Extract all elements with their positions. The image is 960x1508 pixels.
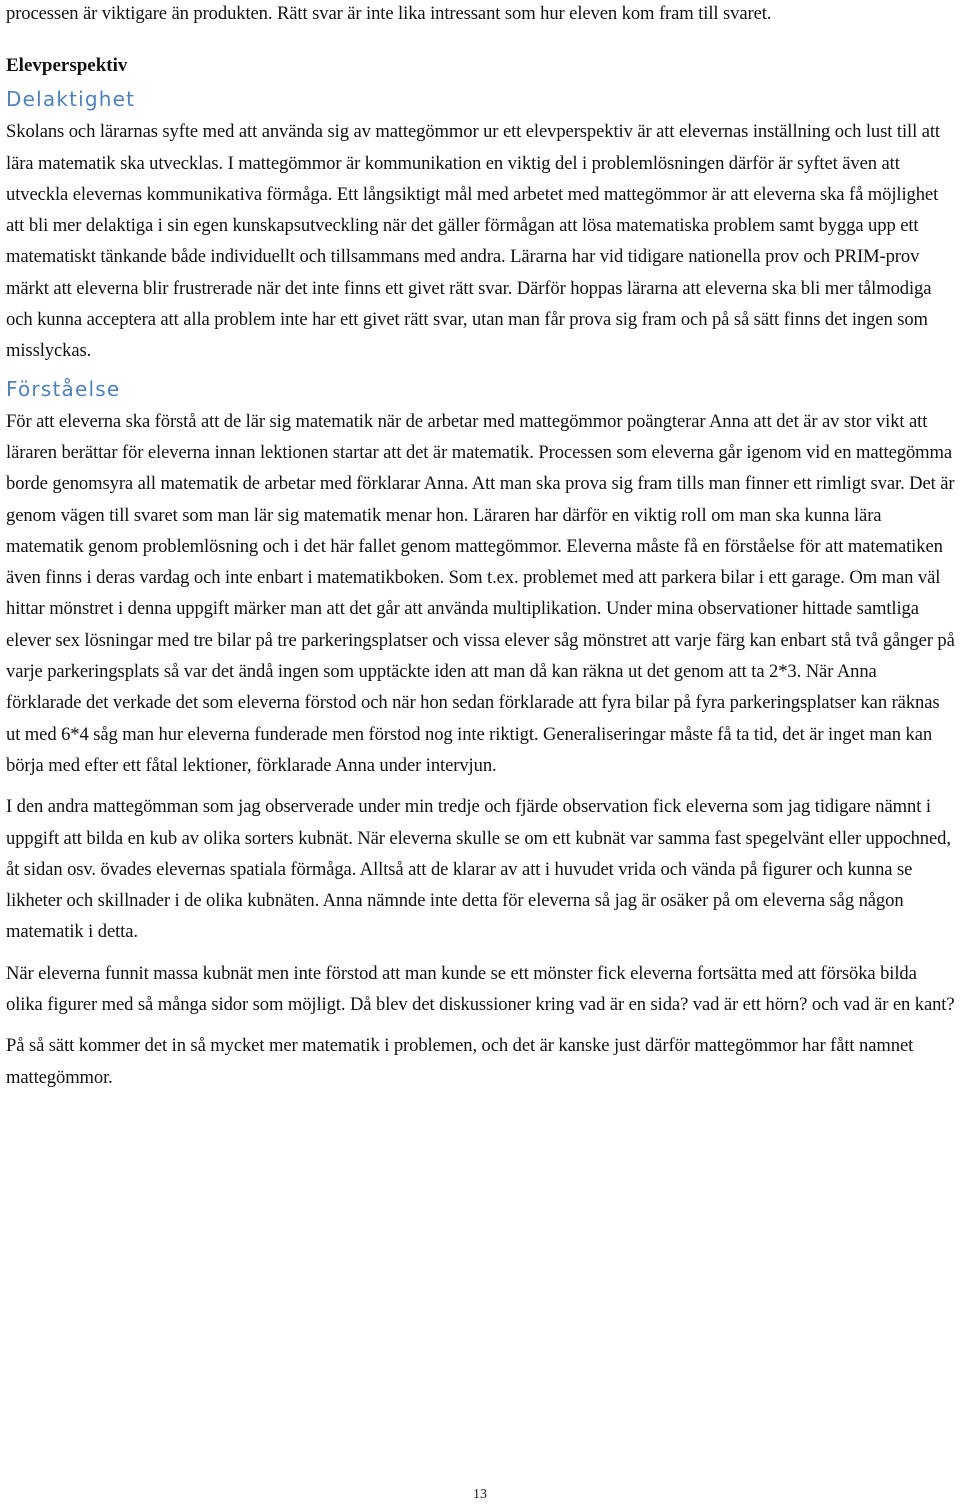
page-number: 13: [473, 1487, 487, 1502]
subsection-title-forstaelse: Förståelse: [6, 376, 121, 401]
paragraph-forstaelse-4: På så sätt kommer det in så mycket mer matematik i problemen, och det är kanske just därför mattegömmor har fått namnet mattegömmor.: [6, 1035, 914, 1088]
subsection-title-delaktighet: Delaktighet: [6, 87, 136, 112]
paragraph-forstaelse-2: I den andra mattegömman som jag observerade under min tredje och fjärde observation fick eleverna som jag tidigare nämnt i uppgift att bilda en kub av olika sorters kubnät. När eleverna skulle se om ett kubnät var samma fast spegelvänt eller uppochned, åt sidan osv. övades elevernas spatiala förmåga. Alltså att de klarar av att i huvudet vrida och vända på figurer och kunna se likheter och skillnader i de olika kubnäten. Anna nämnde inte detta för eleverna så jag är osäker på om eleverna såg någon matematik i detta.: [6, 796, 951, 943]
document-page: [6, 0, 956, 1093]
section-title: Elevperspektiv: [6, 55, 128, 77]
paragraph-forstaelse-1: För att eleverna ska förstå att de lär sig matematik när de arbetar med mattegömmor poängterar Anna att det är av stor vikt att läraren berättar för eleverna innan lektionen startar att det är matematik. Processen som eleverna går igenom vid en mattegömma borde genomsyra all matematik de arbetar med förklarar Anna. Att man ska prova sig fram tills man finner ett rimligt svar. Det är genom vägen till svaret som man lär sig matematik menar hon. Läraren har därför en viktig roll om man ska kunna lära matematik genom problemlösning och i det här fallet genom mattegömmor. Eleverna måste få en förståelse för att matematiken även finns i deras vardag och inte enbart i matematikboken. Som t.ex. problemet med att parkera bilar i ett garage. Om man väl hittar mönstret i denna uppgift märker man att det går att använda multiplikation. Under mina observationer hittade samtliga elever sex lösningar med tre bilar på tre parkeringsplatser och vissa elever såg mönstret att varje färg kan enbart stå två gånger på varje parkeringsplats så var det ändå ingen som upptäckte iden att man då kan räkna ut det genom att ta 2*3. När Anna förklarade det verkade det som eleverna förstod och när hon sedan förklarade att fyra bilar på fyra parkeringsplatser kan räknas ut med 6*4 såg man hur eleverna funderade men förstod nog inte riktigt. Generaliseringar måste få ta tid, det är inget man kan börja med efter ett fåtal lektioner, förklarade Anna under intervjun.: [6, 410, 955, 776]
paragraph-forstaelse-3: När eleverna funnit massa kubnät men inte förstod att man kunde se ett mönster fick eleverna fortsätta med att försöka bilda olika figurer med så många sidor som möjligt. Då blev det diskussioner kring vad är en sida? vad är ett hörn? och vad är en kant?: [6, 962, 955, 1016]
paragraph-delaktighet: Skolans och lärarnas syfte med att använda sig av mattegömmor ur ett elevperspektiv är att elevernas inställning och lust till att lära matematik ska utvecklas. I mattegömmor är kommunikation en viktig del i problemlösningen därför är syftet även att utveckla elevernas kommunikativa förmåga. Ett långsiktigt mål med arbetet med mattegömmor är att eleverna ska få möjlighet att bli mer delaktiga i sin egen kunskapsutveckling när det gäller förmågan att lösa matematiska problem samt bygga upp ett matematiskt tänkande både individuellt och tillsammans med andra. Lärarna har vid tidigare nationella prov och PRIM-prov märkt att eleverna blir frustrerade när det inte finns ett givet rätt svar. Därför hoppas lärarna att eleverna ska bli mer tålmodiga och kunna acceptera att alla problem inte har ett givet rätt svar, utan man får prova sig fram och på så sätt finns det ingen som misslyckas.: [6, 121, 940, 362]
intro-paragraph: processen är viktigare än produkten. Rätt svar är inte lika intressant som hur eleven kom fram till svaret.: [6, 3, 772, 24]
